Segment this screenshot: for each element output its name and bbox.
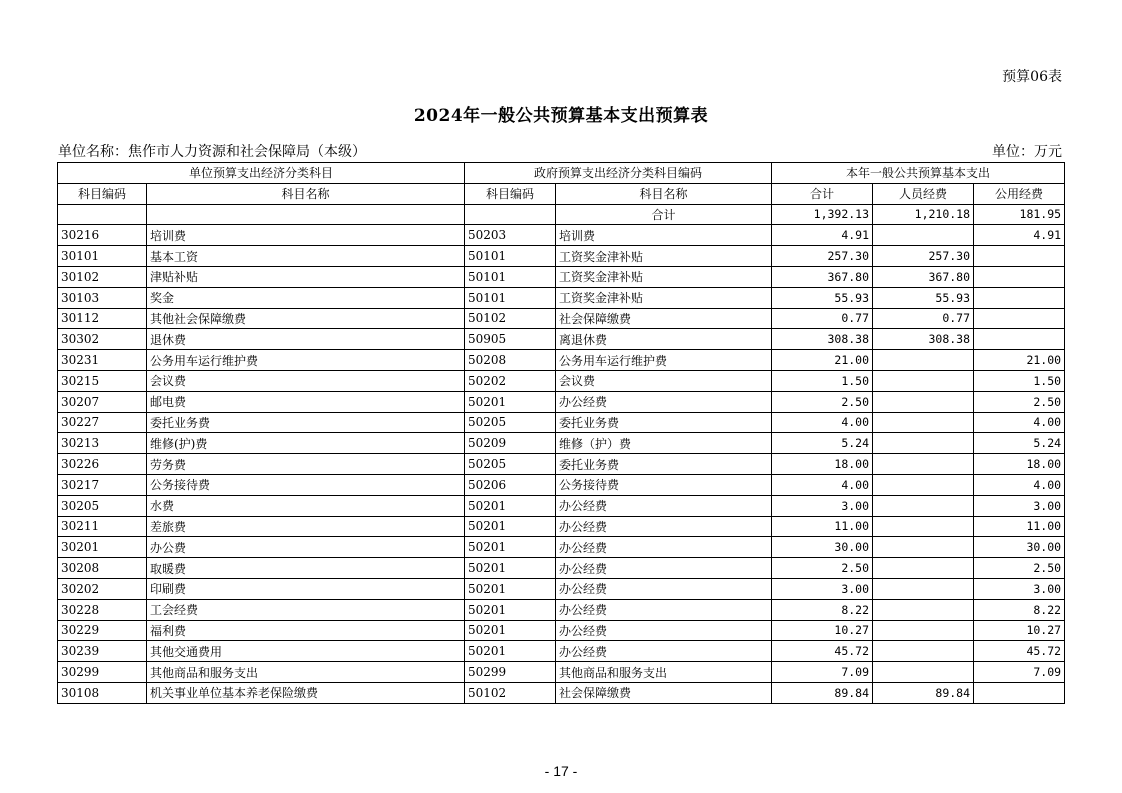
cell-personnel (873, 225, 974, 246)
table-row (58, 641, 1065, 662)
cell-personnel: 308.38 (873, 329, 974, 350)
cell-gov-code: 50205 (465, 454, 556, 475)
cell-public: 1.50 (974, 370, 1065, 391)
cell-personnel: 55.93 (873, 287, 974, 308)
table-row (58, 412, 1065, 433)
cell-personnel: 89.84 (873, 682, 974, 703)
cell-public: 11.00 (974, 516, 1065, 537)
total-label: 合计 (556, 204, 772, 225)
cell-gov-name: 委托业务费 (556, 454, 772, 475)
cell-total: 0.77 (772, 308, 873, 329)
cell-total: 18.00 (772, 454, 873, 475)
cell-personnel (873, 433, 974, 454)
cell-code: 30201 (58, 537, 147, 558)
cell-gov-code: 50101 (465, 287, 556, 308)
cell-gov-name: 办公经费 (556, 641, 772, 662)
cell-personnel (873, 662, 974, 683)
cell-personnel (873, 599, 974, 620)
table-row (58, 225, 1065, 246)
cell-total: 10.27 (772, 620, 873, 641)
cell-public: 18.00 (974, 454, 1065, 475)
cell-gov-code: 50101 (465, 266, 556, 287)
table-row (58, 350, 1065, 371)
group-header-unit-class: 单位预算支出经济分类科目 (58, 163, 465, 184)
total-cell-empty (465, 204, 556, 225)
cell-personnel: 257.30 (873, 246, 974, 267)
cell-personnel (873, 391, 974, 412)
cell-public: 3.00 (974, 578, 1065, 599)
cell-gov-code: 50203 (465, 225, 556, 246)
cell-gov-name: 办公经费 (556, 620, 772, 641)
page-title: 2024年一般公共预算基本支出预算表 (413, 106, 709, 126)
cell-public: 4.00 (974, 474, 1065, 495)
cell-name: 工会经费 (147, 599, 465, 620)
cell-gov-code: 50102 (465, 308, 556, 329)
cell-name: 津贴补贴 (147, 266, 465, 287)
cell-name: 公务接待费 (147, 474, 465, 495)
table-row (58, 370, 1065, 391)
cell-total: 30.00 (772, 537, 873, 558)
cell-gov-name: 办公经费 (556, 391, 772, 412)
cell-name: 公务用车运行维护费 (147, 350, 465, 371)
cell-gov-name: 工资奖金津补贴 (556, 266, 772, 287)
cell-personnel (873, 641, 974, 662)
table-row (58, 599, 1065, 620)
cell-code: 30101 (58, 246, 147, 267)
cell-public (974, 682, 1065, 703)
cell-total: 308.38 (772, 329, 873, 350)
table-row (58, 537, 1065, 558)
cell-name: 其他商品和服务支出 (147, 662, 465, 683)
cell-gov-name: 会议费 (556, 370, 772, 391)
cell-code: 30205 (58, 495, 147, 516)
cell-name: 福利费 (147, 620, 465, 641)
cell-total: 4.91 (772, 225, 873, 246)
cell-gov-name: 培训费 (556, 225, 772, 246)
header-gov-code: 科目编码 (465, 183, 556, 204)
cell-name: 奖金 (147, 287, 465, 308)
header-gov-name: 科目名称 (556, 183, 772, 204)
cell-gov-code: 50102 (465, 682, 556, 703)
table-row (58, 391, 1065, 412)
cell-personnel (873, 620, 974, 641)
table-row (58, 246, 1065, 267)
cell-code: 30217 (58, 474, 147, 495)
cell-public (974, 329, 1065, 350)
cell-gov-name: 维修（护）费 (556, 433, 772, 454)
group-header-row (58, 163, 1065, 184)
currency-unit-label: 单位：万元 (992, 144, 1062, 160)
table-row (58, 620, 1065, 641)
cell-code: 30108 (58, 682, 147, 703)
cell-code: 30239 (58, 641, 147, 662)
cell-public: 10.27 (974, 620, 1065, 641)
cell-personnel (873, 537, 974, 558)
header-personnel: 人员经费 (873, 183, 974, 204)
cell-public: 7.09 (974, 662, 1065, 683)
cell-personnel: 367.80 (873, 266, 974, 287)
cell-total: 45.72 (772, 641, 873, 662)
cell-code: 30226 (58, 454, 147, 475)
header-public: 公用经费 (974, 183, 1065, 204)
cell-gov-name: 办公经费 (556, 516, 772, 537)
total-amount: 1,392.13 (772, 204, 873, 225)
cell-public: 30.00 (974, 537, 1065, 558)
cell-public: 2.50 (974, 391, 1065, 412)
cell-code: 30211 (58, 516, 147, 537)
budget-table (57, 162, 1065, 704)
table-row (58, 662, 1065, 683)
total-public: 181.95 (974, 204, 1065, 225)
table-row (58, 474, 1065, 495)
cell-code: 30207 (58, 391, 147, 412)
cell-public: 4.91 (974, 225, 1065, 246)
total-cell-empty (147, 204, 465, 225)
cell-total: 257.30 (772, 246, 873, 267)
cell-name: 会议费 (147, 370, 465, 391)
cell-name: 退休费 (147, 329, 465, 350)
cell-total: 367.80 (772, 266, 873, 287)
table-tag: 预算06表 (1002, 69, 1062, 85)
cell-gov-name: 社会保障缴费 (556, 308, 772, 329)
cell-code: 30228 (58, 599, 147, 620)
cell-code: 30215 (58, 370, 147, 391)
table-row (58, 433, 1065, 454)
cell-name: 维修(护)费 (147, 433, 465, 454)
cell-gov-name: 办公经费 (556, 599, 772, 620)
table-row (58, 682, 1065, 703)
cell-name: 基本工资 (147, 246, 465, 267)
header-code: 科目编码 (58, 183, 147, 204)
table-row (58, 516, 1065, 537)
cell-name: 差旅费 (147, 516, 465, 537)
cell-gov-name: 公务接待费 (556, 474, 772, 495)
cell-total: 3.00 (772, 578, 873, 599)
cell-name: 机关事业单位基本养老保险缴费 (147, 682, 465, 703)
cell-name: 其他交通费用 (147, 641, 465, 662)
cell-gov-code: 50201 (465, 537, 556, 558)
cell-code: 30102 (58, 266, 147, 287)
group-header-gov-class: 政府预算支出经济分类科目编码 (465, 163, 772, 184)
cell-code: 30302 (58, 329, 147, 350)
cell-gov-name: 办公经费 (556, 558, 772, 579)
cell-public: 21.00 (974, 350, 1065, 371)
cell-gov-name: 办公经费 (556, 537, 772, 558)
cell-public: 4.00 (974, 412, 1065, 433)
header-total: 合计 (772, 183, 873, 204)
cell-public (974, 308, 1065, 329)
cell-gov-code: 50202 (465, 370, 556, 391)
cell-gov-code: 50209 (465, 433, 556, 454)
cell-total: 5.24 (772, 433, 873, 454)
cell-gov-code: 50201 (465, 578, 556, 599)
cell-code: 30231 (58, 350, 147, 371)
cell-gov-name: 委托业务费 (556, 412, 772, 433)
total-cell-empty (58, 204, 147, 225)
cell-public (974, 287, 1065, 308)
cell-name: 取暖费 (147, 558, 465, 579)
total-row (58, 204, 1065, 225)
cell-total: 55.93 (772, 287, 873, 308)
cell-name: 水费 (147, 495, 465, 516)
cell-total: 11.00 (772, 516, 873, 537)
cell-name: 办公费 (147, 537, 465, 558)
cell-code: 30213 (58, 433, 147, 454)
header-name: 科目名称 (147, 183, 465, 204)
cell-personnel (873, 516, 974, 537)
cell-gov-code: 50101 (465, 246, 556, 267)
table-row (58, 454, 1065, 475)
cell-personnel (873, 370, 974, 391)
cell-total: 2.50 (772, 391, 873, 412)
cell-gov-name: 离退休费 (556, 329, 772, 350)
cell-gov-code: 50905 (465, 329, 556, 350)
cell-public: 3.00 (974, 495, 1065, 516)
cell-code: 30202 (58, 578, 147, 599)
cell-gov-name: 办公经费 (556, 495, 772, 516)
cell-gov-code: 50201 (465, 391, 556, 412)
cell-gov-code: 50299 (465, 662, 556, 683)
cell-total: 4.00 (772, 412, 873, 433)
cell-name: 委托业务费 (147, 412, 465, 433)
table-row (58, 578, 1065, 599)
cell-name: 培训费 (147, 225, 465, 246)
total-personnel: 1,210.18 (873, 204, 974, 225)
cell-total: 8.22 (772, 599, 873, 620)
cell-gov-code: 50205 (465, 412, 556, 433)
cell-gov-name: 工资奖金津补贴 (556, 246, 772, 267)
cell-personnel (873, 350, 974, 371)
cell-gov-name: 社会保障缴费 (556, 682, 772, 703)
cell-personnel (873, 558, 974, 579)
table-row (58, 287, 1065, 308)
cell-total: 3.00 (772, 495, 873, 516)
cell-personnel (873, 578, 974, 599)
cell-total: 1.50 (772, 370, 873, 391)
table-row (58, 266, 1065, 287)
cell-code: 30299 (58, 662, 147, 683)
cell-gov-code: 50201 (465, 558, 556, 579)
cell-personnel: 0.77 (873, 308, 974, 329)
cell-code: 30229 (58, 620, 147, 641)
cell-personnel (873, 454, 974, 475)
cell-code: 30103 (58, 287, 147, 308)
cell-gov-code: 50201 (465, 641, 556, 662)
cell-total: 21.00 (772, 350, 873, 371)
cell-public (974, 266, 1065, 287)
cell-total: 89.84 (772, 682, 873, 703)
cell-personnel (873, 474, 974, 495)
page-number: - 17 - (544, 763, 578, 779)
group-header-budget: 本年一般公共预算基本支出 (772, 163, 1065, 184)
cell-public: 2.50 (974, 558, 1065, 579)
unit-name-label: 单位名称：焦作市人力资源和社会保障局（本级） (58, 144, 366, 160)
cell-gov-name: 其他商品和服务支出 (556, 662, 772, 683)
cell-code: 30208 (58, 558, 147, 579)
cell-gov-name: 工资奖金津补贴 (556, 287, 772, 308)
cell-gov-code: 50201 (465, 495, 556, 516)
cell-public: 5.24 (974, 433, 1065, 454)
cell-gov-name: 公务用车运行维护费 (556, 350, 772, 371)
cell-total: 4.00 (772, 474, 873, 495)
cell-gov-code: 50206 (465, 474, 556, 495)
cell-name: 劳务费 (147, 454, 465, 475)
cell-name: 其他社会保障缴费 (147, 308, 465, 329)
cell-gov-code: 50201 (465, 599, 556, 620)
table-row (58, 308, 1065, 329)
cell-public: 8.22 (974, 599, 1065, 620)
cell-total: 2.50 (772, 558, 873, 579)
cell-gov-code: 50201 (465, 516, 556, 537)
cell-code: 30227 (58, 412, 147, 433)
cell-gov-code: 50201 (465, 620, 556, 641)
cell-personnel (873, 495, 974, 516)
cell-public: 45.72 (974, 641, 1065, 662)
cell-gov-code: 50208 (465, 350, 556, 371)
cell-code: 30112 (58, 308, 147, 329)
table-row (58, 495, 1065, 516)
cell-name: 印刷费 (147, 578, 465, 599)
cell-name: 邮电费 (147, 391, 465, 412)
cell-gov-name: 办公经费 (556, 578, 772, 599)
cell-public (974, 246, 1065, 267)
sub-header-row (58, 183, 1065, 204)
cell-code: 30216 (58, 225, 147, 246)
table-row (58, 329, 1065, 350)
cell-personnel (873, 412, 974, 433)
cell-total: 7.09 (772, 662, 873, 683)
table-row (58, 558, 1065, 579)
